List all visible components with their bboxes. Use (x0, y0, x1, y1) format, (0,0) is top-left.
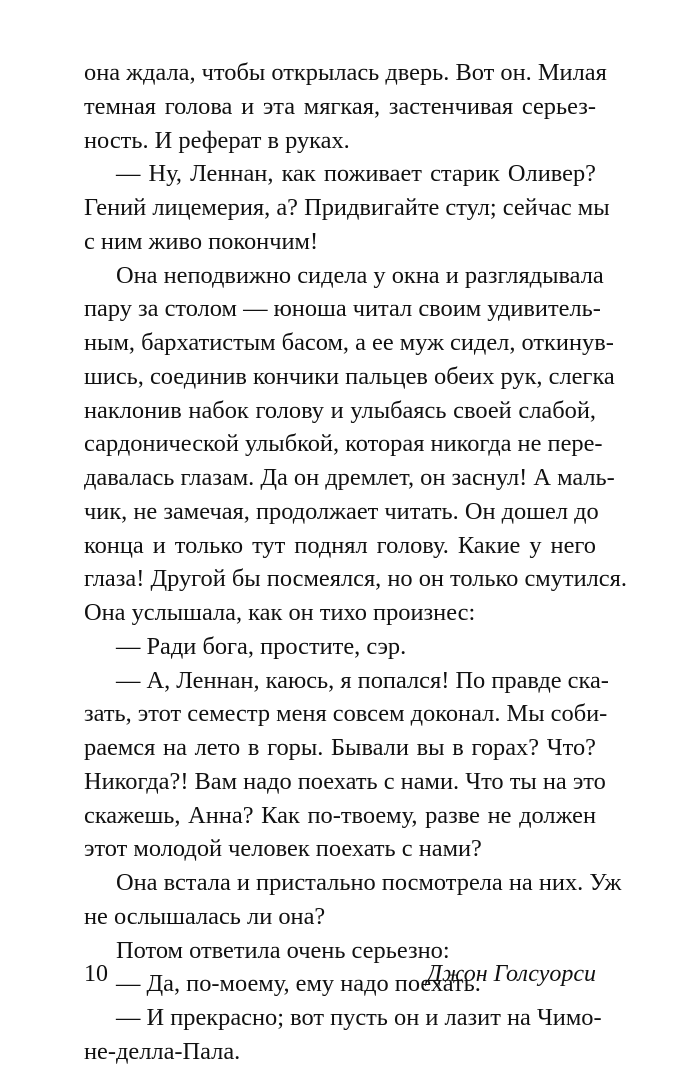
page-number: 10 (84, 961, 108, 987)
text-line-8: пару за столом — юноша читал своим удивитель- (84, 295, 601, 323)
body-text (84, 56, 627, 1069)
text-line-20: зать, этот семестр меня совсем доконал. Мы соби- (84, 700, 608, 728)
text-line-4: — Ну, Леннан, как поживает старик Оливер? (116, 160, 596, 188)
text-line-22: Никогда?! Вам надо поехать с нами. Что ты на это (84, 767, 606, 795)
text-line-23: скажешь, Анна? Как по-твоему, разве не должен (84, 801, 596, 829)
page-footer (84, 957, 596, 991)
text-line-14: чик, не замечая, продолжает читать. Он дошел до (84, 497, 599, 525)
text-line-2: темная голова и эта мягкая, застенчивая серьез- (84, 92, 596, 120)
text-line-30: не-делла-Пала. (84, 1037, 241, 1065)
text-line-26: не ослышалась ли она? (84, 902, 326, 930)
text-line-1: она ждала, чтобы открылась дверь. Вот он. Милая (84, 59, 607, 86)
text-line-3: ность. И реферат в руках. (84, 126, 350, 154)
text-line-21: раемся на лето в горы. Бывали вы в горах? Что? (84, 734, 596, 761)
text-line-13: давалась глазам. Да он дремлет, он заснул! А маль- (84, 464, 615, 491)
text-line-16: глаза! Другой бы посмеялся, но он только смутился. (84, 565, 627, 593)
text-line-6: с ним живо покончим! (84, 227, 319, 255)
running-head-author: Джон Голсуорси (426, 961, 596, 987)
text-line-27: Потом ответила очень серьезно: (116, 936, 450, 964)
text-line-29: — И прекрасно; вот пусть он и лазит на Чимо- (116, 1004, 602, 1031)
text-line-12: сардонической улыбкой, которая никогда не пере- (84, 430, 603, 458)
text-line-7: Она неподвижно сидела у окна и разглядывала (116, 261, 604, 289)
text-line-19: — А, Леннан, каюсь, я попался! По правде ска- (116, 666, 609, 694)
text-line-11: наклонив набок голову и улыбаясь своей слабой, (84, 396, 596, 424)
text-line-25: Она встала и пристально посмотрела на них. Уж (116, 869, 622, 896)
text-line-9: ным, бархатистым басом, а ее муж сидел, откинув- (84, 329, 614, 356)
text-line-15: конца и только тут поднял голову. Какие у него (84, 531, 596, 559)
text-line-28: — Да, по-моему, ему надо поехать. (116, 970, 481, 998)
text-line-17: Она услышала, как он тихо произнес: (84, 599, 476, 626)
text-line-24: этот молодой человек поехать с нами? (84, 835, 482, 863)
text-line-18: — Ради бога, простите, сэр. (116, 632, 407, 660)
text-line-5: Гений лицемерия, а? Придвигайте стул; сейчас мы (84, 194, 610, 221)
text-line-10: шись, соединив кончики пальцев обеих рук, слегка (84, 362, 615, 390)
